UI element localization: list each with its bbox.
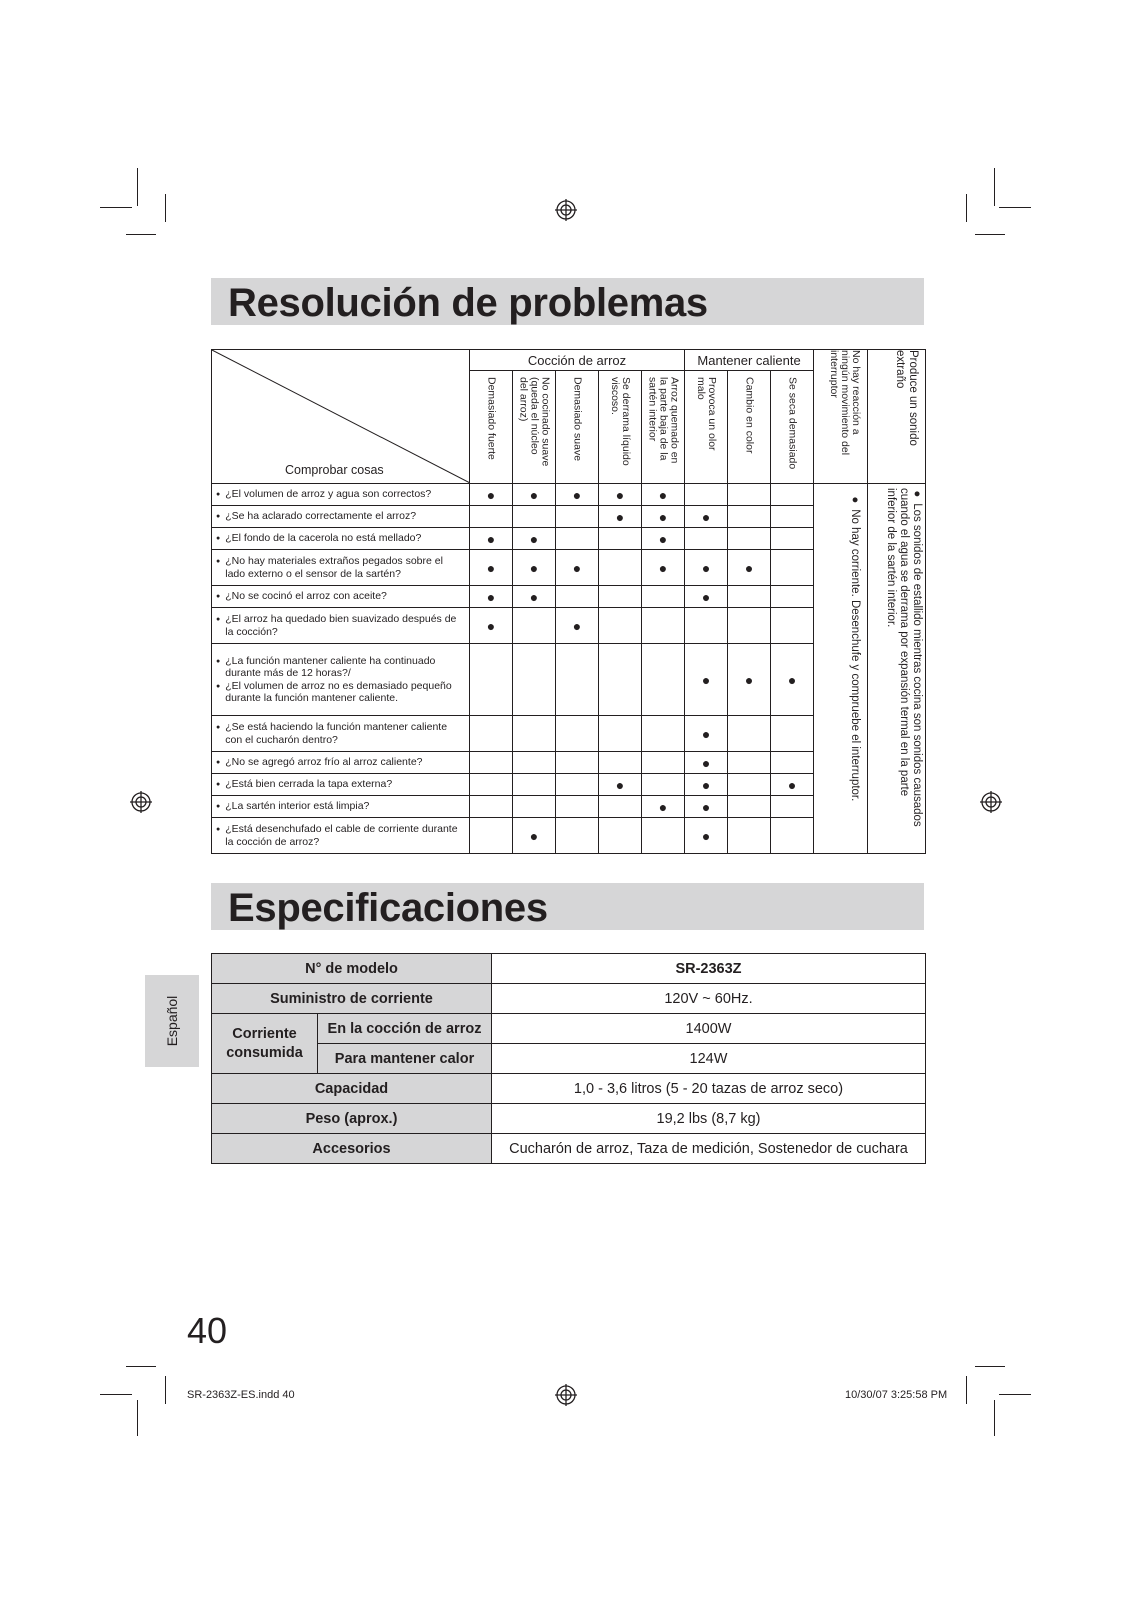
language-tab: [145, 975, 199, 1067]
empty-cell: [599, 528, 642, 550]
empty-cell: [513, 796, 556, 818]
registration-mark-icon: [980, 791, 1002, 813]
empty-cell: [771, 484, 814, 506]
empty-cell: [642, 608, 685, 644]
col-header: Provoca un olor malo: [685, 371, 728, 484]
table-row: [212, 1014, 926, 1044]
capacity-value: 1,0 - 3,6 litros (5 - 20 tazas de arroz seco): [492, 1074, 926, 1104]
empty-cell: [771, 796, 814, 818]
check-mark-dot: ●: [642, 550, 685, 586]
check-question: [212, 506, 470, 528]
check-mark-dot: ●: [685, 774, 728, 796]
check-mark-dot: ●: [728, 644, 771, 716]
check-mark-dot: ●: [685, 644, 728, 716]
check-mark-dot: ●: [470, 586, 513, 608]
check-question: [212, 752, 470, 774]
power-supply-value: 120V ~ 60Hz.: [492, 984, 926, 1014]
empty-cell: [728, 608, 771, 644]
check-question: [212, 716, 470, 752]
footer-file: SR-2363Z-ES.indd 40: [187, 1389, 295, 1401]
empty-cell: [642, 586, 685, 608]
col-header: Se derrama líquido viscoso.: [599, 371, 642, 484]
empty-cell: [599, 818, 642, 854]
col-sound-header: Produce un sonido extraño: [868, 350, 926, 484]
language-tab-label: Español: [164, 995, 180, 1047]
col-header: Cambio en color: [728, 371, 771, 484]
empty-cell: [642, 752, 685, 774]
empty-cell: [513, 752, 556, 774]
table-row: [212, 484, 926, 506]
check-mark-dot: ●: [599, 506, 642, 528]
check-mark-dot: ●: [685, 716, 728, 752]
no-reaction-answer: ● No hay corriente. Desenchufe y compruebe el interruptor.: [814, 484, 868, 854]
keepwarm-value: 124W: [492, 1044, 926, 1074]
question-text: ● ¿No hay materiales extraños pegados sobre el lado externo o el sensor de la sartén?: [216, 555, 465, 580]
model-label: N° de modelo: [212, 954, 492, 984]
check-mark-dot: ●: [642, 506, 685, 528]
page-number: 40: [187, 1310, 228, 1351]
empty-cell: [599, 586, 642, 608]
empty-cell: [513, 608, 556, 644]
registration-mark-icon: [555, 199, 577, 221]
col-header: Demasiado suave: [556, 371, 599, 484]
empty-cell: [728, 716, 771, 752]
check-mark-dot: ●: [685, 818, 728, 854]
model-value: SR-2363Z: [492, 954, 926, 984]
question-text: ● ¿Se ha aclarado correctamente el arroz?: [216, 510, 465, 523]
check-mark-dot: ●: [470, 608, 513, 644]
table-row: [212, 954, 926, 984]
empty-cell: [642, 774, 685, 796]
group-cooking-header: Cocción de arroz: [470, 350, 685, 371]
table-row: [212, 1074, 926, 1104]
empty-cell: [470, 716, 513, 752]
table-row: [212, 1104, 926, 1134]
check-mark-dot: ●: [685, 506, 728, 528]
empty-cell: [642, 818, 685, 854]
question-text: ● ¿El fondo de la cacerola no está mellado?: [216, 532, 465, 545]
capacity-label: Capacidad: [212, 1074, 492, 1104]
question-text: ● ¿El volumen de arroz no es demasiado pequeño durante la función mantener caliente.: [216, 680, 465, 705]
weight-label: Peso (aprox.): [212, 1104, 492, 1134]
registration-mark-icon: [555, 1384, 577, 1406]
empty-cell: [556, 644, 599, 716]
empty-cell: [470, 752, 513, 774]
question-text: ● ¿La sartén interior está limpia?: [216, 800, 465, 813]
check-label: Comprobar cosas: [285, 463, 384, 477]
specs-title: Especificaciones: [228, 886, 548, 930]
check-mark-dot: ●: [513, 550, 556, 586]
empty-cell: [556, 716, 599, 752]
sound-answer: ● Los sonidos de estallido mientras cocina son sonidos causados cuando el agua se derrama por expansión termal en la parte inferior de la sartén interior.: [868, 484, 926, 854]
question-text: ● ¿La función mantener caliente ha continuado durante más de 12 horas?/: [216, 655, 465, 680]
empty-cell: [599, 716, 642, 752]
check-mark-dot: ●: [556, 484, 599, 506]
check-question: [212, 550, 470, 586]
check-header-cell: [212, 350, 470, 484]
empty-cell: [556, 752, 599, 774]
col-no-reaction-header: No hay reacción a ningún movimiento del interruptor: [814, 350, 868, 484]
empty-cell: [513, 644, 556, 716]
empty-cell: [556, 506, 599, 528]
check-mark-dot: ●: [513, 818, 556, 854]
col-header: Se seca demasiado: [771, 371, 814, 484]
check-mark-dot: ●: [556, 608, 599, 644]
empty-cell: [470, 644, 513, 716]
empty-cell: [728, 586, 771, 608]
empty-cell: [728, 484, 771, 506]
troubleshooting-body: [212, 484, 926, 854]
check-mark-dot: ●: [470, 528, 513, 550]
check-mark-dot: ●: [685, 550, 728, 586]
empty-cell: [728, 796, 771, 818]
question-text: ● ¿Está bien cerrada la tapa externa?: [216, 778, 465, 791]
registration-mark-icon: [130, 791, 152, 813]
empty-cell: [642, 644, 685, 716]
empty-cell: [470, 796, 513, 818]
check-question: [212, 608, 470, 644]
empty-cell: [556, 528, 599, 550]
empty-cell: [470, 506, 513, 528]
question-text: ● ¿Se está haciendo la función mantener caliente con el cucharón dentro?: [216, 721, 465, 746]
check-question: [212, 818, 470, 854]
empty-cell: [470, 774, 513, 796]
check-question: [212, 774, 470, 796]
check-mark-dot: ●: [642, 484, 685, 506]
check-question: [212, 528, 470, 550]
empty-cell: [771, 506, 814, 528]
question-text: ● ¿Está desenchufado el cable de corriente durante la cocción de arroz?: [216, 823, 465, 848]
check-mark-dot: ●: [685, 752, 728, 774]
accessories-value: Cucharón de arroz, Taza de medición, Sostenedor de cuchara: [492, 1134, 926, 1164]
accessories-label: Accesorios: [212, 1134, 492, 1164]
group-keepwarm-header: Mantener caliente: [685, 350, 814, 371]
empty-cell: [513, 506, 556, 528]
consumption-label: Corriente consumida: [212, 1014, 318, 1074]
table-row: [212, 984, 926, 1014]
empty-cell: [556, 774, 599, 796]
empty-cell: [685, 484, 728, 506]
specs-table: [211, 953, 926, 1164]
col-header: No cocinado suave (queda el núcleo del arroz): [513, 371, 556, 484]
empty-cell: [642, 716, 685, 752]
empty-cell: [599, 550, 642, 586]
empty-cell: [771, 528, 814, 550]
check-question: [212, 644, 470, 716]
empty-cell: [556, 796, 599, 818]
footer-timestamp: 10/30/07 3:25:58 PM: [845, 1389, 948, 1401]
empty-cell: [599, 644, 642, 716]
cooking-label: En la cocción de arroz: [318, 1014, 492, 1044]
table-row: [212, 1044, 926, 1074]
troubleshooting-title-bar: [211, 278, 924, 325]
check-mark-dot: ●: [599, 484, 642, 506]
empty-cell: [470, 818, 513, 854]
empty-cell: [728, 506, 771, 528]
empty-cell: [728, 818, 771, 854]
empty-cell: [771, 550, 814, 586]
power-supply-label: Suministro de corriente: [212, 984, 492, 1014]
check-mark-dot: ●: [470, 484, 513, 506]
check-mark-dot: ●: [685, 796, 728, 818]
col-header: Demasiado fuerte: [470, 371, 513, 484]
empty-cell: [685, 608, 728, 644]
check-mark-dot: ●: [513, 528, 556, 550]
empty-cell: [728, 752, 771, 774]
check-mark-dot: ●: [470, 550, 513, 586]
question-text: ● ¿El volumen de arroz y agua son correctos?: [216, 488, 465, 501]
check-mark-dot: ●: [599, 774, 642, 796]
question-text: ● ¿No se cocinó el arroz con aceite?: [216, 590, 465, 603]
check-mark-dot: ●: [642, 796, 685, 818]
empty-cell: [771, 586, 814, 608]
col-header: Arroz quemado en la parte baja de la sartén interior: [642, 371, 685, 484]
question-text: ● ¿El arroz ha quedado bien suavizado después de la cocción?: [216, 613, 465, 638]
empty-cell: [771, 608, 814, 644]
empty-cell: [728, 774, 771, 796]
check-mark-dot: ●: [556, 550, 599, 586]
empty-cell: [685, 528, 728, 550]
cooking-value: 1400W: [492, 1014, 926, 1044]
keepwarm-label: Para mantener calor: [318, 1044, 492, 1074]
specs-title-bar: [211, 883, 924, 930]
check-mark-dot: ●: [642, 528, 685, 550]
check-question: [212, 484, 470, 506]
weight-value: 19,2 lbs (8,7 kg): [492, 1104, 926, 1134]
troubleshooting-table: [211, 349, 926, 854]
question-text: ● ¿No se agregó arroz frío al arroz caliente?: [216, 756, 465, 769]
check-question: [212, 796, 470, 818]
empty-cell: [599, 752, 642, 774]
check-mark-dot: ●: [513, 484, 556, 506]
empty-cell: [556, 818, 599, 854]
empty-cell: [599, 608, 642, 644]
check-mark-dot: ●: [771, 644, 814, 716]
empty-cell: [771, 752, 814, 774]
empty-cell: [771, 818, 814, 854]
troubleshooting-title: Resolución de problemas: [228, 281, 708, 325]
table-row: [212, 1134, 926, 1164]
empty-cell: [513, 716, 556, 752]
empty-cell: [599, 796, 642, 818]
check-mark-dot: ●: [771, 774, 814, 796]
check-mark-dot: ●: [685, 586, 728, 608]
empty-cell: [771, 716, 814, 752]
check-question: [212, 586, 470, 608]
empty-cell: [556, 586, 599, 608]
check-mark-dot: ●: [513, 586, 556, 608]
empty-cell: [728, 528, 771, 550]
check-mark-dot: ●: [728, 550, 771, 586]
empty-cell: [513, 774, 556, 796]
